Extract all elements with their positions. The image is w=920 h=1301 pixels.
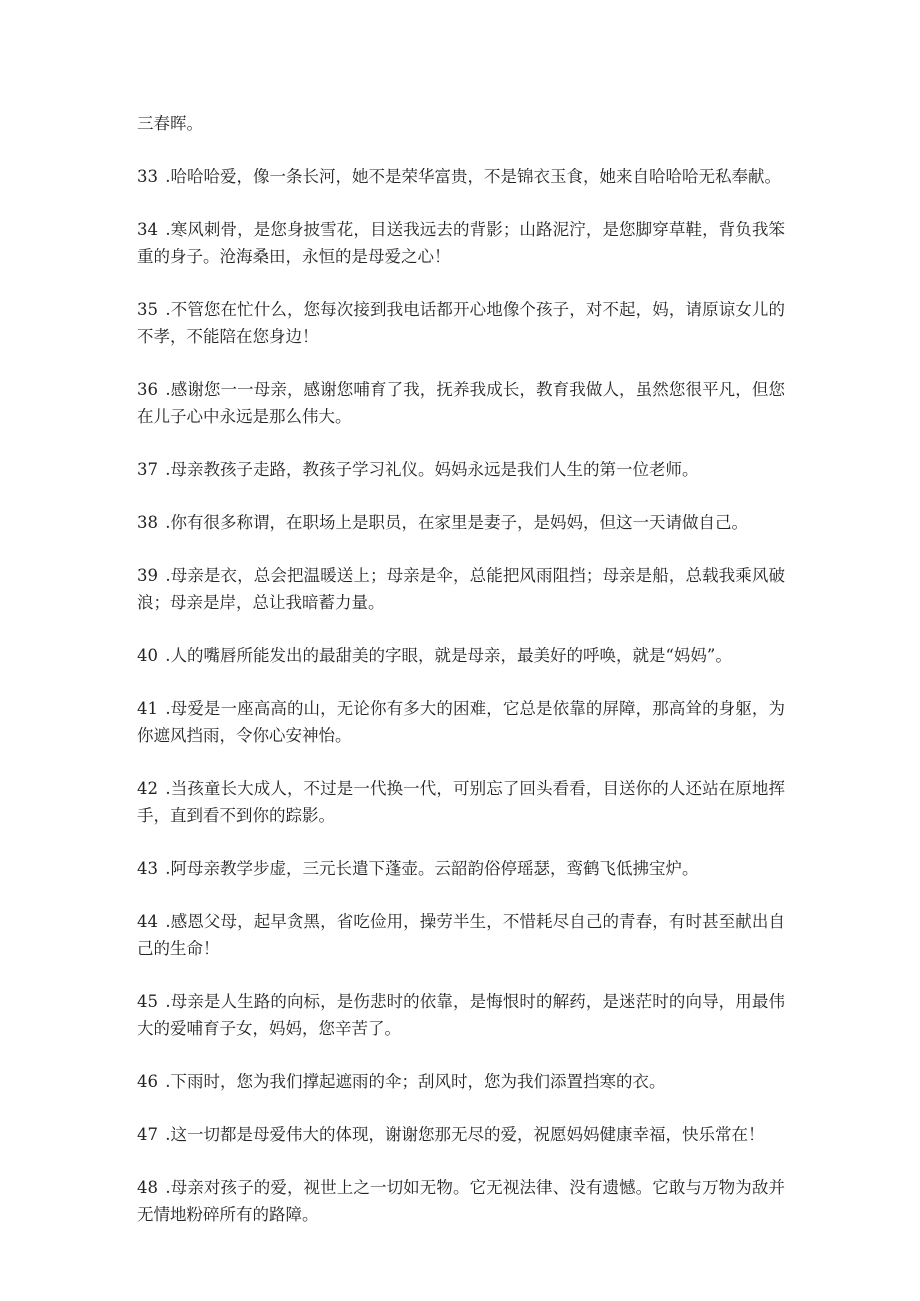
item-text: .感谢您一一母亲，感谢您哺育了我，抚养我成长，教育我做人，虽然您很平凡，但您在儿子心中永远是那么伟大。 [137, 380, 785, 426]
list-item [137, 988, 785, 1042]
list-item [137, 1174, 785, 1228]
list-item [137, 855, 785, 882]
item-text: .母亲教孩子走路，教孩子学习礼仪。妈妈永远是我们人生的第一位老师。 [165, 460, 699, 479]
item-text: .母亲是人生路的向标，是伤悲时的依靠，是悔恨时的解药，是迷茫时的向导，用最伟大的爱哺育子女，妈妈，您辛苦了。 [137, 992, 785, 1038]
list-item [137, 163, 785, 190]
item-text: .你有很多称谓，在职场上是职员，在家里是妻子，是妈妈，但这一天请做自己。 [165, 513, 748, 532]
item-number: 33 [137, 167, 158, 186]
list-item [137, 562, 785, 616]
list-item [137, 908, 785, 962]
item-number: 42 [137, 779, 158, 798]
item-number: 47 [137, 1125, 158, 1144]
item-text: .母亲是衣，总会把温暖送上；母亲是伞，总能把风雨阻挡；母亲是船，总载我乘风破浪；母亲是岸，总让我暗蓄力量。 [137, 566, 785, 612]
list-item [137, 376, 785, 430]
item-number: 44 [137, 912, 158, 931]
item-number: 43 [137, 859, 158, 878]
list-item [137, 642, 785, 669]
item-text: .阿母亲教学步虚，三元长遣下蓬壶。云韶韵俗停瑶瑟，鸾鹤飞低拂宝炉。 [165, 859, 699, 878]
lead-fragment: 三春晖。 [137, 114, 203, 133]
item-number: 46 [137, 1072, 158, 1091]
list-item [137, 509, 785, 536]
item-text: .这一切都是母爱伟大的体现，谢谢您那无尽的爱，祝愿妈妈健康幸福，快乐常在！ [165, 1125, 765, 1144]
list-item [137, 216, 785, 270]
item-number: 38 [137, 513, 158, 532]
item-number: 39 [137, 566, 158, 585]
numbered-list [137, 163, 785, 1228]
list-item [137, 1121, 785, 1148]
item-text: .哈哈哈爱，像一条长河，她不是荣华富贵，不是锦衣玉食，她来自哈哈哈无私奉献。 [165, 167, 781, 186]
item-number: 40 [137, 646, 158, 665]
item-number: 35 [137, 300, 158, 319]
document-body [137, 110, 785, 1254]
item-text: .不管您在忙什么，您每次接到我电话都开心地像个孩子，对不起，妈，请原谅女儿的不孝，不能陪在您身边！ [137, 300, 785, 346]
item-text: .当孩童长大成人，不过是一代换一代，可别忘了回头看看，目送你的人还站在原地挥手，直到看不到你的踪影。 [137, 779, 785, 825]
item-text: .母爱是一座高高的山，无论你有多大的困难，它总是依靠的屏障，那高耸的身躯，为你遮风挡雨，令你心安神怡。 [137, 699, 785, 745]
item-text: .感恩父母，起早贪黑，省吃俭用，操劳半生，不惜耗尽自己的青春，有时甚至献出自己的生命！ [137, 912, 785, 958]
item-number: 48 [137, 1178, 158, 1197]
item-number: 41 [137, 699, 158, 718]
list-item [137, 1068, 785, 1095]
item-text: .人的嘴唇所能发出的最甜美的字眼，就是母亲，最美好的呼唤，就是“妈妈”。 [165, 646, 732, 665]
item-number: 36 [137, 380, 158, 399]
list-item [137, 456, 785, 483]
list-item [137, 695, 785, 749]
item-number: 45 [137, 992, 158, 1011]
item-number: 34 [137, 220, 158, 239]
item-text: .母亲对孩子的爱，视世上之一切如无物。它无视法律、没有遗憾。它敢与万物为敌并无情地粉碎所有的路障。 [137, 1178, 785, 1224]
list-item [137, 775, 785, 829]
item-text: .寒风刺骨，是您身披雪花，目送我远去的背影；山路泥泞，是您脚穿草鞋，背负我笨重的身子。沧海桑田，永恒的是母爱之心！ [137, 220, 785, 266]
item-text: .下雨时，您为我们撑起遮雨的伞；刮风时，您为我们添置挡寒的衣。 [165, 1072, 666, 1091]
list-item [137, 296, 785, 350]
item-number: 37 [137, 460, 158, 479]
